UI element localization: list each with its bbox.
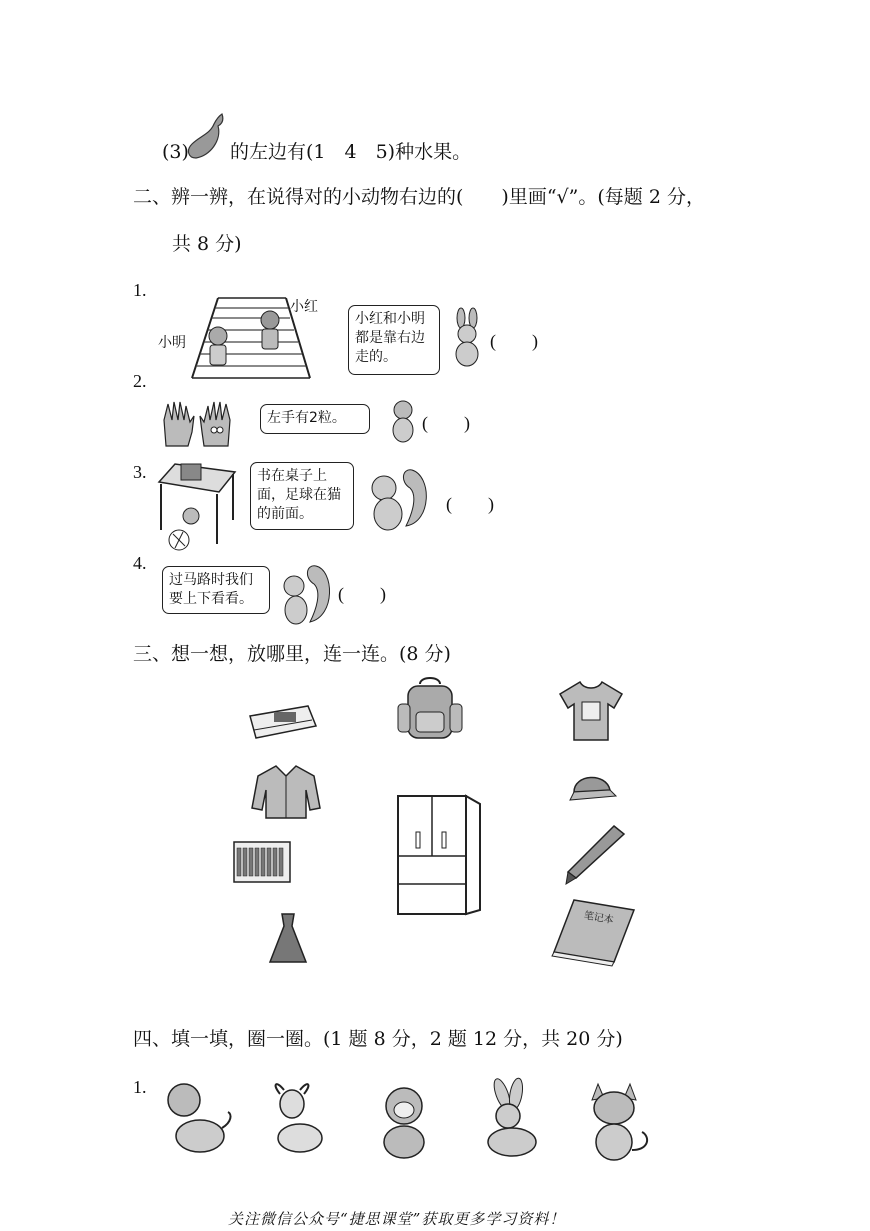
tshirt-icon[interactable] [558,680,624,742]
dog-icon [162,1078,234,1164]
notebook-icon[interactable] [550,896,636,966]
monkey-icon [372,1082,440,1164]
answer-paren[interactable]: ( ) [422,413,470,433]
speech-bubble: 过马路时我们要上下看看。 [162,566,270,614]
speech-bubble: 书在桌子上面，足球在猫的前面。 [250,462,354,530]
wardrobe-icon[interactable] [396,794,482,918]
table-book-ball-illustration [155,460,239,552]
monkey-icon [385,398,421,446]
dress-icon[interactable] [268,912,308,964]
footer-note: 关注微信公众号“捷思课堂”获取更多学习资料！ [228,1210,566,1228]
q3-prefix: (3) [162,141,189,163]
notebook-label: 笔记本 [582,910,615,927]
squirrel-icon [280,562,336,628]
item-number: 1. [133,1077,147,1097]
item-number: 3. [133,462,147,482]
section2-title: 二、辨一辨，在说得对的小动物右边的( )里画“√”。(每题 2 分， [133,186,705,208]
answer-paren[interactable]: ( ) [490,331,538,351]
label-xiaoming: 小明 [158,335,186,351]
q3-text: 的左边有(1 4 5)种水果。 [230,141,472,163]
answer-paren[interactable]: ( ) [338,584,386,604]
item-number: 4. [133,553,147,573]
backpack-icon[interactable] [394,676,468,742]
section4-title: 四、填一填，圈一圈。(1 题 8 分，2 题 12 分，共 20 分) [133,1028,623,1050]
item-number: 1. [133,280,147,300]
speech-bubble: 左手有2粒。 [260,404,370,434]
pen-icon[interactable] [562,822,628,888]
section2-title-cont: 共 8 分) [172,233,242,255]
rabbit-icon [474,1078,546,1162]
cat-icon [584,1080,654,1166]
item-number: 2. [133,371,147,391]
answer-paren[interactable]: ( ) [446,494,494,514]
coat-icon[interactable] [250,764,322,820]
speech-bubble: 小红和小明都是靠右边走的。 [348,305,440,375]
label-xiaohong: 小红 [290,299,318,315]
eggplant-icon [186,110,230,162]
crayons-icon[interactable] [232,838,292,884]
section3-title: 三、想一想，放哪里，连一连。(8 分) [133,643,451,665]
hands-icon [160,398,240,448]
rabbit-icon [445,310,489,368]
pencil-case-icon[interactable] [246,702,318,742]
cap-icon[interactable] [566,770,618,806]
squirrel-icon [366,466,432,536]
goat-icon [266,1080,328,1166]
